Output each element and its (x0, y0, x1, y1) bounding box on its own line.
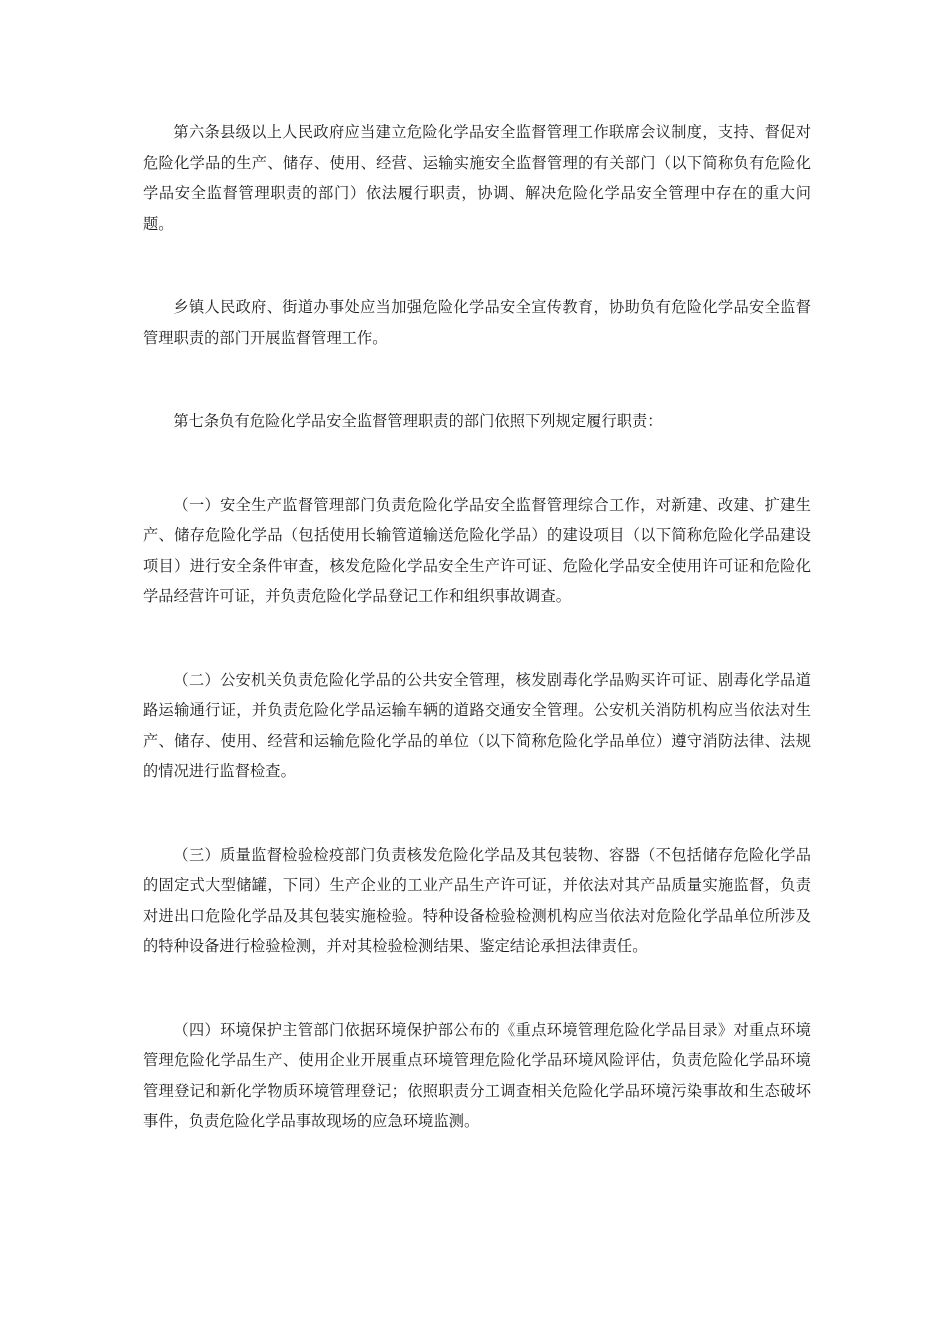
document-body (143, 117, 811, 1137)
paragraph-item-3: （三）质量监督检验检疫部门负责核发危险化学品及其包装物、容器（不包括储存危险化学品的固定式大型储罐，下同）生产企业的工业产品生产许可证，并依法对其产品质量实施监督，负责对进出口危险化学品及其包装实施检验。特种设备检验检测机构应当依法对危险化学品单位所涉及的特种设备进行检验检测，并对其检验检测结果、鉴定结论承担法律责任。 (143, 845, 811, 955)
paragraph-article-7: 第七条负有危险化学品安全监督管理职责的部门依照下列规定履行职责： (173, 412, 663, 430)
paragraph-township-duties: 乡镇人民政府、街道办事处应当加强危险化学品安全宣传教育，协助负有危险化学品安全监督管理职责的部门开展监督管理工作。 (143, 298, 811, 347)
paragraph-item-1: （一）安全生产监督管理部门负责危险化学品安全监督管理综合工作，对新建、改建、扩建生产、储存危险化学品（包括使用长输管道输送危险化学品）的建设项目（以下简称危险化学品建设项目）进行安全条件审查，核发危险化学品安全生产许可证、危险化学品安全使用许可证和危险化学品经营许可证，并负责危险化学品登记工作和组织事故调查。 (143, 495, 811, 605)
paragraph-item-4: （四）环境保护主管部门依据环境保护部公布的《重点环境管理危险化学品目录》对重点环境管理危险化学品生产、使用企业开展重点环境管理危险化学品环境风险评估，负责危险化学品环境管理登记和新化学物质环境管理登记；依照职责分工调查相关危险化学品环境污染事故和生态破坏事件，负责危险化学品事故现场的应急环境监测。 (143, 1020, 811, 1130)
paragraph-article-6: 第六条县级以上人民政府应当建立危险化学品安全监督管理工作联席会议制度，支持、督促对危险化学品的生产、储存、使用、经营、运输实施安全监督管理的有关部门（以下简称负有危险化学品安全监督管理职责的部门）依法履行职责，协调、解决危险化学品安全管理中存在的重大问题。 (143, 123, 811, 233)
paragraph-item-2: （二）公安机关负责危险化学品的公共安全管理，核发剧毒化学品购买许可证、剧毒化学品道路运输通行证，并负责危险化学品运输车辆的道路交通安全管理。公安机关消防机构应当依法对生产、储存、使用、经营和运输危险化学品的单位（以下简称危险化学品单位）遵守消防法律、法规的情况进行监督检查。 (143, 670, 811, 780)
